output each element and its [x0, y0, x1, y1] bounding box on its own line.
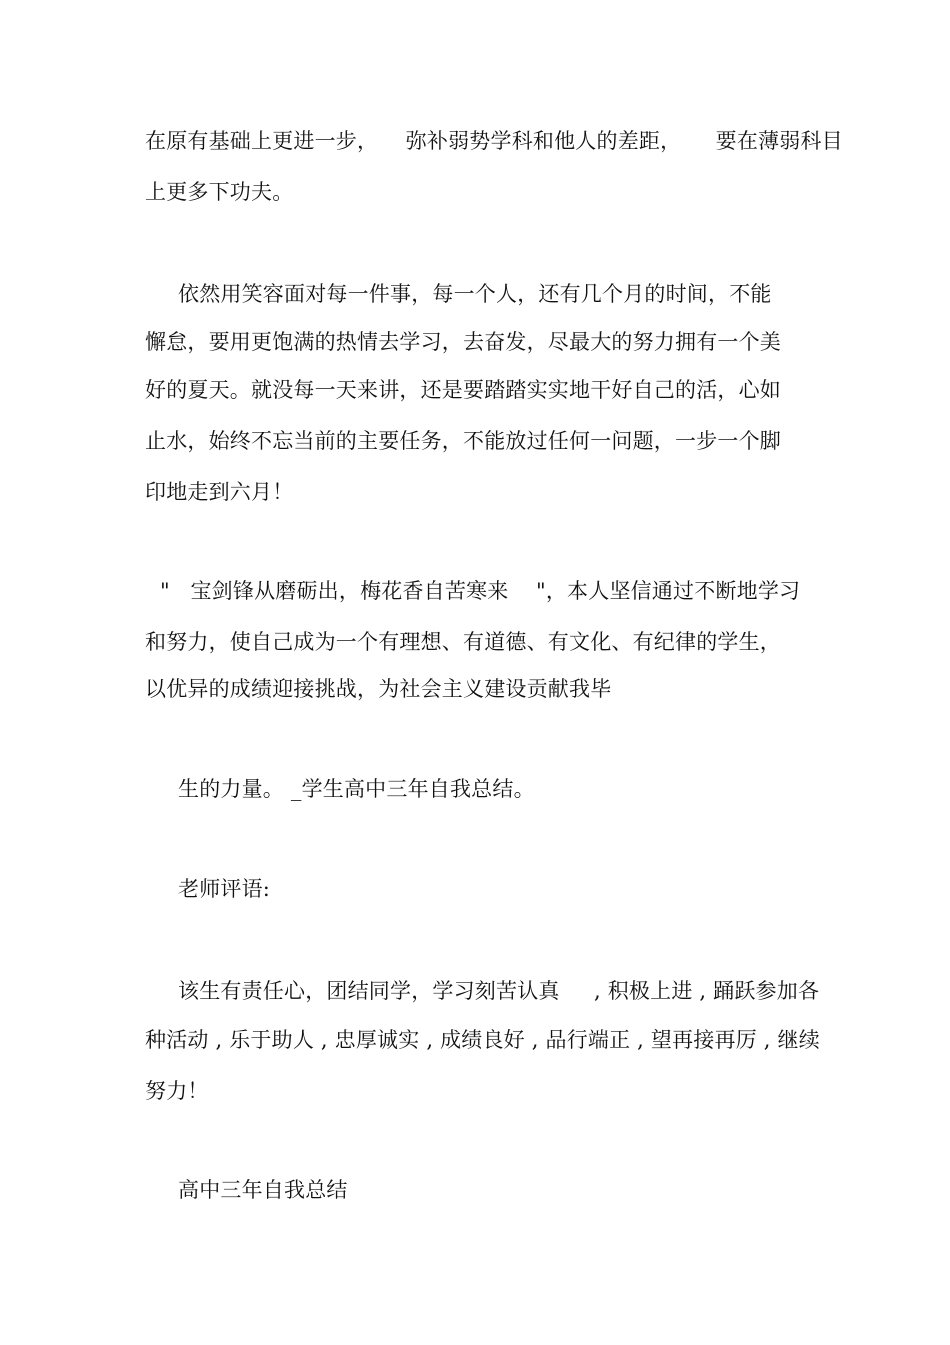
paragraph-2-line-3: 好的夏天。就没每一天来讲，还是要踏踏实实地干好自己的活，心如	[145, 378, 781, 402]
paragraph-2-line-1: 依然用笑容面对每一件事，每一个人，还有几个月的时间，不能	[178, 282, 772, 306]
comment-line-2: 种活动 , 乐于助人 , 忠厚诚实 , 成绩良好 , 品行端正 , 望再接再厉 , 继续	[145, 1028, 820, 1052]
paragraph-1-line-1: 在原有基础上更进一步， 弥补弱势学科和他人的差距， 要在薄弱科目	[145, 129, 843, 153]
paragraph-2-line-5: 印地走到六月！	[145, 480, 294, 504]
comment-line-3: 努力！	[145, 1079, 209, 1103]
comment-line-1: 该生有责任心，团结同学，学习刻苦认真 , 积极上进 , 踊跃参加各	[178, 979, 820, 1003]
section-heading: 高中三年自我总结	[178, 1178, 348, 1202]
paragraph-3-line-2: 和努力，使自己成为一个有理想、有道德、有文化、有纪律的学生，	[145, 630, 781, 654]
paragraph-1-line-2: 上更多下功夫。	[145, 180, 294, 204]
paragraph-2-line-4: 止水，始终不忘当前的主要任务，不能放过任何一问题，一步一个脚	[145, 429, 781, 453]
paragraph-2-line-2: 懈怠，要用更饱满的热情去学习，去奋发，尽最大的努力拥有一个美	[145, 330, 781, 354]
paragraph-3-line-1: " 宝剑锋从磨砺出，梅花香自苦寒来 "，本人坚信通过不断地学习	[160, 579, 801, 603]
paragraph-3-line-3: 以优异的成绩迎接挑战，为社会主义建设贡献我毕	[145, 677, 612, 701]
teacher-comment-label: 老师评语:	[178, 877, 271, 901]
paragraph-4: 生的力量。 _学生高中三年自我总结。	[178, 777, 535, 801]
